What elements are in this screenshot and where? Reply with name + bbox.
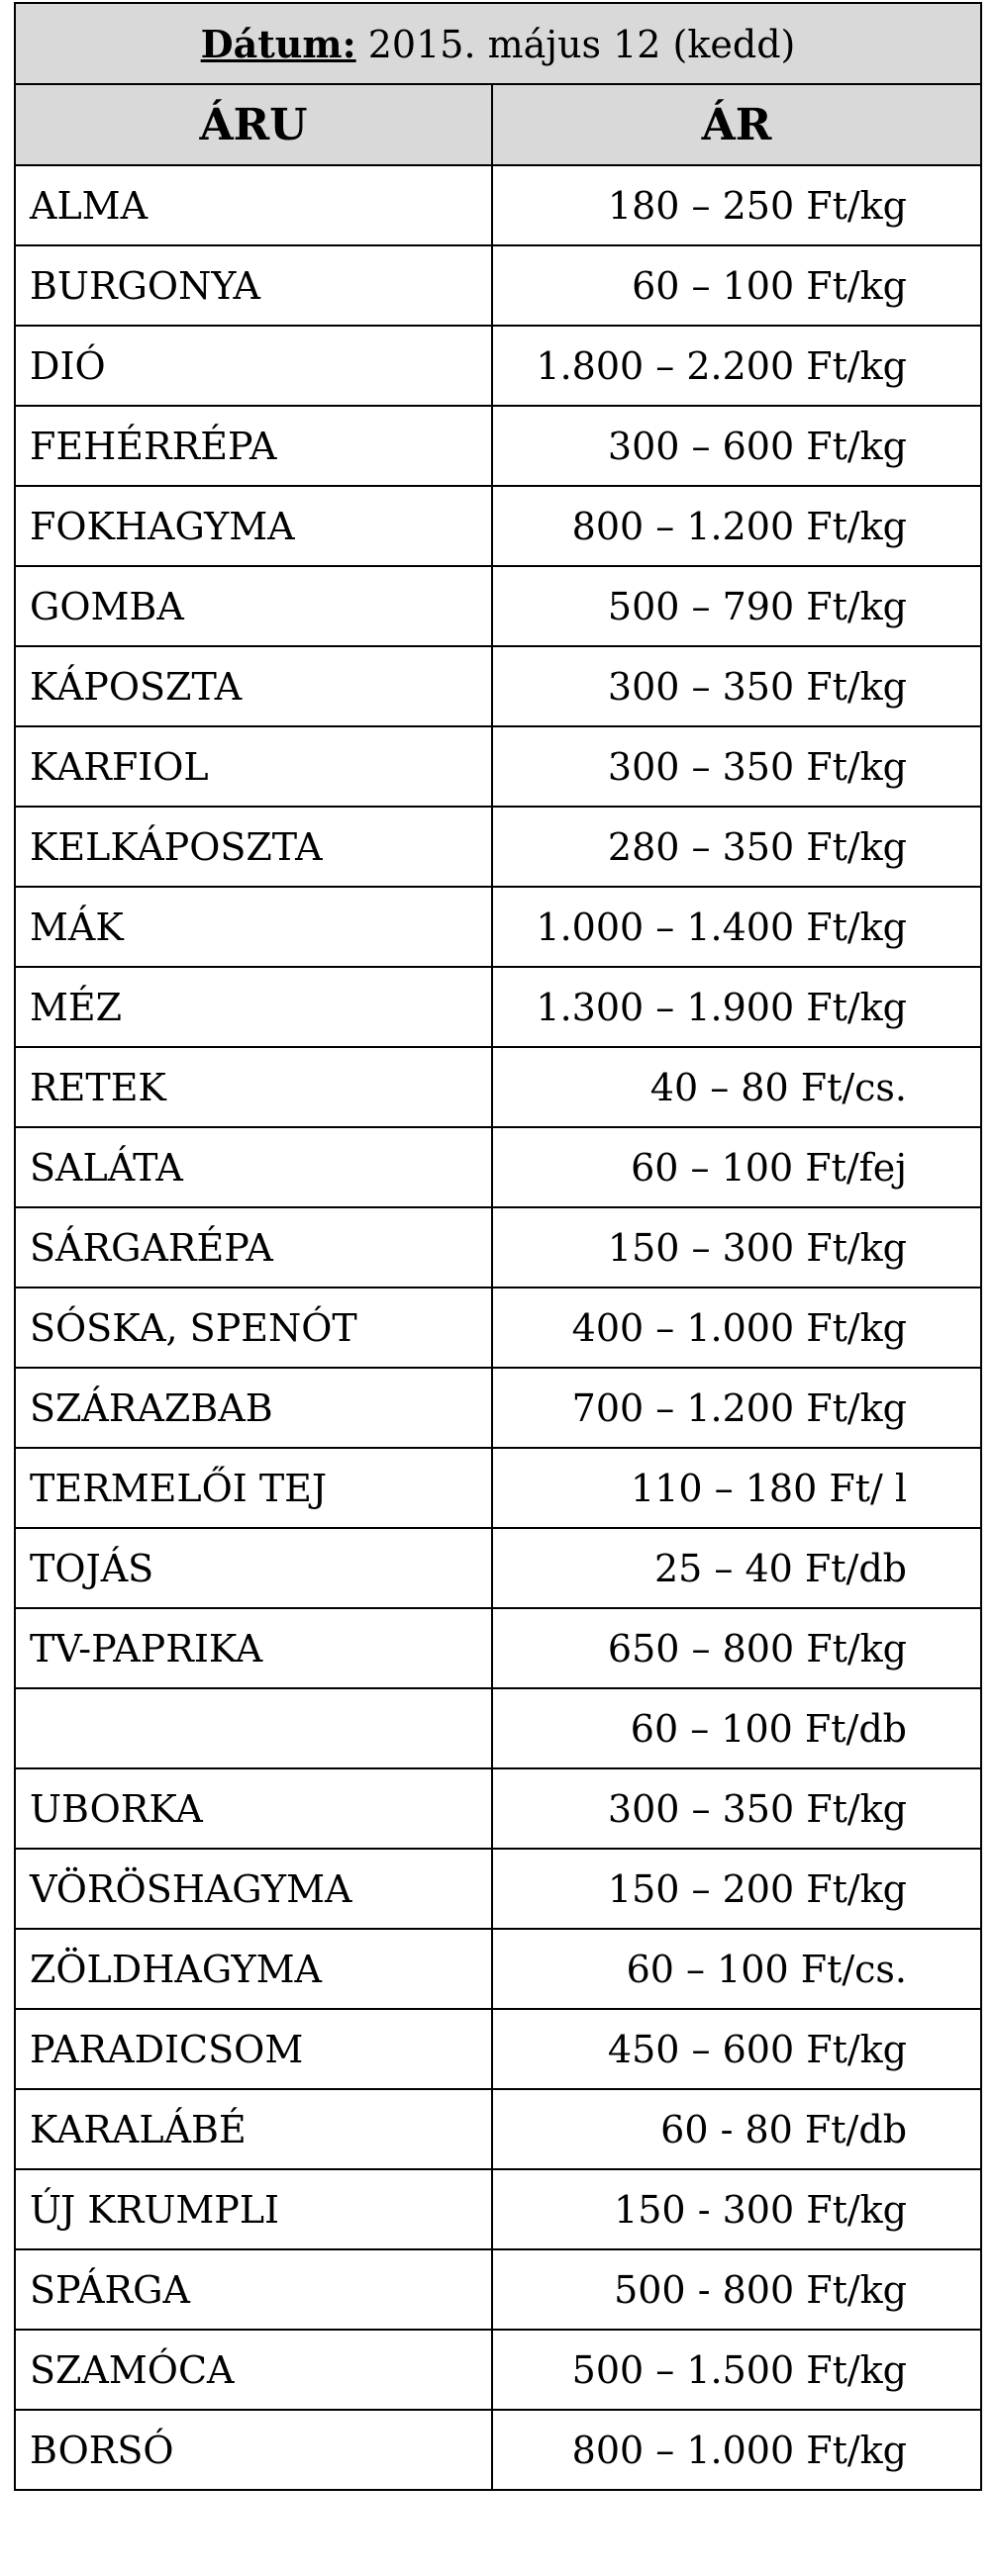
product-price-cell: 110 – 180 Ft/ l xyxy=(492,1448,981,1528)
date-cell xyxy=(15,3,981,84)
product-name-cell: SPÁRGA xyxy=(15,2249,492,2330)
table-row xyxy=(15,165,981,245)
product-name-cell: FEHÉRRÉPA xyxy=(15,406,492,486)
table-row xyxy=(15,1528,981,1608)
product-price-cell: 800 – 1.200 Ft/kg xyxy=(492,486,981,566)
product-price-cell: 150 – 200 Ft/kg xyxy=(492,1849,981,1929)
product-name-cell: BORSÓ xyxy=(15,2410,492,2490)
product-name-cell: TERMELŐI TEJ xyxy=(15,1448,492,1528)
table-row xyxy=(15,1929,981,2009)
product-name-cell: SZAMÓCA xyxy=(15,2330,492,2410)
product-name-cell: TOJÁS xyxy=(15,1528,492,1608)
table-row xyxy=(15,2249,981,2330)
table-row xyxy=(15,2169,981,2249)
table-row xyxy=(15,1448,981,1528)
product-name-cell: DIÓ xyxy=(15,326,492,406)
date-row xyxy=(15,3,981,84)
product-name-cell: SÓSKA, SPENÓT xyxy=(15,1288,492,1368)
price-table xyxy=(14,2,982,2491)
product-name-cell: KARFIOL xyxy=(15,726,492,807)
product-price-cell: 300 – 350 Ft/kg xyxy=(492,646,981,726)
product-name-cell xyxy=(15,1688,492,1768)
table-row xyxy=(15,486,981,566)
table-row xyxy=(15,566,981,646)
product-name-cell: VÖRÖSHAGYMA xyxy=(15,1849,492,1929)
table-row xyxy=(15,245,981,326)
product-price-cell: 500 – 1.500 Ft/kg xyxy=(492,2330,981,2410)
table-row xyxy=(15,646,981,726)
date-value: 2015. május 12 (kedd) xyxy=(367,22,796,66)
table-row xyxy=(15,1368,981,1448)
product-name-cell: SÁRGARÉPA xyxy=(15,1207,492,1288)
product-name-cell: GOMBA xyxy=(15,566,492,646)
table-row xyxy=(15,1768,981,1849)
table-row xyxy=(15,326,981,406)
product-name-cell: MÉZ xyxy=(15,967,492,1047)
product-price-cell: 700 – 1.200 Ft/kg xyxy=(492,1368,981,1448)
product-price-cell: 25 – 40 Ft/db xyxy=(492,1528,981,1608)
product-name-cell: BURGONYA xyxy=(15,245,492,326)
product-name-cell: KELKÁPOSZTA xyxy=(15,807,492,887)
product-price-cell: 300 – 350 Ft/kg xyxy=(492,1768,981,1849)
product-price-cell: 300 – 600 Ft/kg xyxy=(492,406,981,486)
product-name-cell: KÁPOSZTA xyxy=(15,646,492,726)
product-price-cell: 450 – 600 Ft/kg xyxy=(492,2009,981,2089)
table-row xyxy=(15,406,981,486)
table-row xyxy=(15,2410,981,2490)
product-name-cell: KARALÁBÉ xyxy=(15,2089,492,2169)
date-label: Dátum: xyxy=(200,21,356,66)
product-name-cell: ZÖLDHAGYMA xyxy=(15,1929,492,2009)
header-row xyxy=(15,84,981,165)
table-row xyxy=(15,887,981,967)
table-row xyxy=(15,2089,981,2169)
product-name-cell: TV-PAPRIKA xyxy=(15,1608,492,1688)
table-row xyxy=(15,1688,981,1768)
product-price-cell: 1.000 – 1.400 Ft/kg xyxy=(492,887,981,967)
product-price-cell: 500 - 800 Ft/kg xyxy=(492,2249,981,2330)
table-row xyxy=(15,1288,981,1368)
table-row xyxy=(15,2009,981,2089)
product-name-cell: ÚJ KRUMPLI xyxy=(15,2169,492,2249)
product-price-cell: 150 – 300 Ft/kg xyxy=(492,1207,981,1288)
product-price-cell: 1.300 – 1.900 Ft/kg xyxy=(492,967,981,1047)
price-column-header: ÁR xyxy=(492,84,981,165)
product-name-cell: PARADICSOM xyxy=(15,2009,492,2089)
product-price-cell: 180 – 250 Ft/kg xyxy=(492,165,981,245)
product-price-cell: 60 – 100 Ft/fej xyxy=(492,1127,981,1207)
table-row xyxy=(15,1608,981,1688)
product-price-cell: 60 – 100 Ft/db xyxy=(492,1688,981,1768)
product-price-cell: 500 – 790 Ft/kg xyxy=(492,566,981,646)
product-price-cell: 1.800 – 2.200 Ft/kg xyxy=(492,326,981,406)
product-name-cell: FOKHAGYMA xyxy=(15,486,492,566)
table-row xyxy=(15,807,981,887)
product-price-cell: 300 – 350 Ft/kg xyxy=(492,726,981,807)
product-price-cell: 60 – 100 Ft/kg xyxy=(492,245,981,326)
product-price-cell: 800 – 1.000 Ft/kg xyxy=(492,2410,981,2490)
product-price-cell: 60 – 100 Ft/cs. xyxy=(492,1929,981,2009)
product-price-cell: 150 - 300 Ft/kg xyxy=(492,2169,981,2249)
table-row xyxy=(15,1047,981,1127)
product-name-cell: SZÁRAZBAB xyxy=(15,1368,492,1448)
product-column-header: ÁRU xyxy=(15,84,492,165)
product-name-cell: SALÁTA xyxy=(15,1127,492,1207)
product-price-cell: 400 – 1.000 Ft/kg xyxy=(492,1288,981,1368)
product-name-cell: UBORKA xyxy=(15,1768,492,1849)
table-row xyxy=(15,1207,981,1288)
table-row xyxy=(15,726,981,807)
product-price-cell: 40 – 80 Ft/cs. xyxy=(492,1047,981,1127)
product-name-cell: MÁK xyxy=(15,887,492,967)
product-name-cell: RETEK xyxy=(15,1047,492,1127)
table-row xyxy=(15,1127,981,1207)
product-price-cell: 280 – 350 Ft/kg xyxy=(492,807,981,887)
table-row xyxy=(15,967,981,1047)
table-row xyxy=(15,1849,981,1929)
product-name-cell: ALMA xyxy=(15,165,492,245)
table-row xyxy=(15,2330,981,2410)
product-price-cell: 650 – 800 Ft/kg xyxy=(492,1608,981,1688)
product-price-cell: 60 - 80 Ft/db xyxy=(492,2089,981,2169)
